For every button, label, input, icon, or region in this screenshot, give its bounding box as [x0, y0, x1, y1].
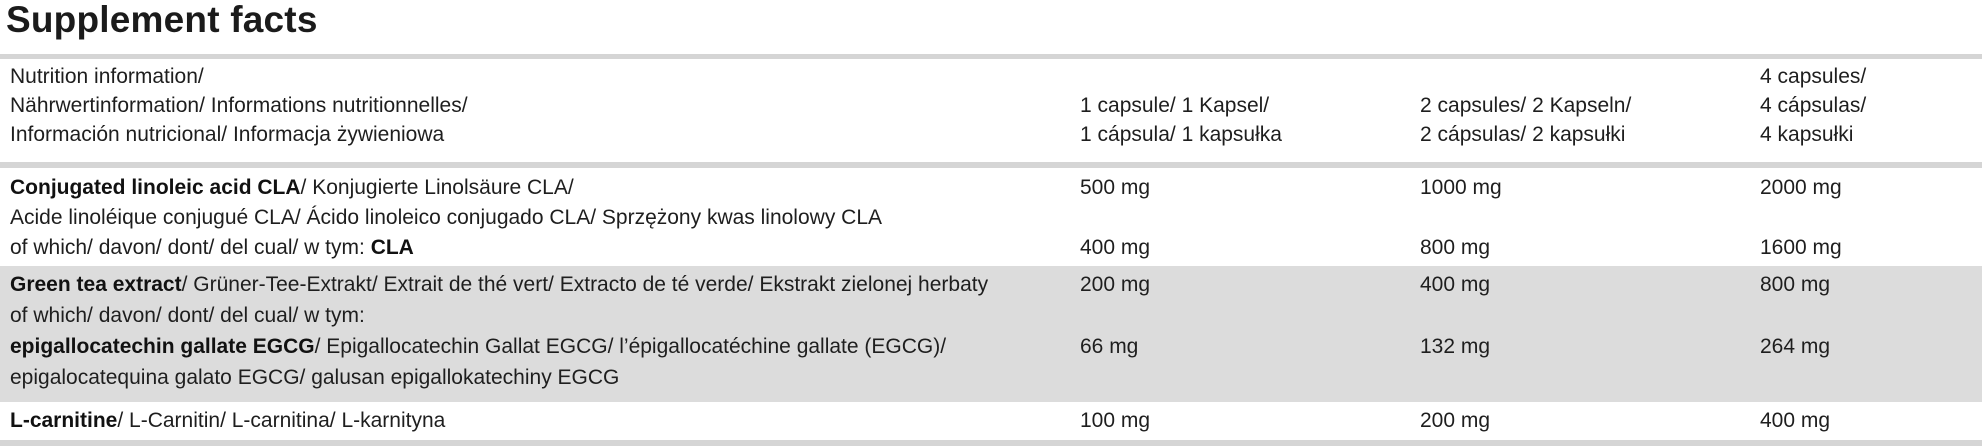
row-l-carnitine-name [10, 406, 445, 435]
row-cla-name [10, 173, 574, 202]
row-cla-name-line-2: Acide linoléique conjugué CLA/ Ácido linoleico conjugado CLA/ Sprzężony kwas linolowy CLA [10, 206, 883, 229]
row-egcg-name-rest: / Epigallocatechin Gallat EGCG/ l’épigallocatéchine gallate (EGCG)/ [314, 335, 947, 358]
row-green-tea-value-2: 400 mg [1420, 273, 1491, 296]
row-cla-sub-bold: CLA [370, 236, 414, 259]
row-egcg-value-1: 66 mg [1080, 335, 1139, 358]
row-green-tea-name-rest: / Grüner-Tee-Extrakt/ Extrait de thé vert/ Extracto de té verde/ Ekstrakt zielonej herbaty [181, 273, 989, 296]
header-label-line-3: Información nutricional/ Informacja żywieniowa [10, 123, 445, 146]
row-cla-value-3: 2000 mg [1760, 176, 1842, 199]
row-egcg-name [10, 332, 946, 361]
row-egcg-name-bold: epigallocatechin gallate EGCG [10, 335, 315, 358]
row-green-tea-name-bold: Green tea extract [10, 273, 182, 296]
header-label-line-1: Nutrition information/ [10, 65, 204, 88]
header-divider [0, 162, 1982, 168]
row-l-carnitine-value-1: 100 mg [1080, 409, 1151, 432]
row-cla-sub-label [10, 233, 414, 262]
row-cla-sub-value-2: 800 mg [1420, 236, 1491, 259]
row-cla-value-1: 500 mg [1080, 176, 1151, 199]
top-divider [0, 54, 1982, 59]
row-l-carnitine-name-bold: L-carnitine [10, 409, 118, 432]
page-title: Supplement facts [6, 0, 318, 40]
header-col3-line-1: 4 capsules/ [1760, 65, 1867, 88]
row-cla-sub-value-3: 1600 mg [1760, 236, 1842, 259]
row-l-carnitine-name-rest: / L-Carnitin/ L-carnitina/ L-karnityna [117, 409, 446, 432]
row-egcg-name-line-2: epigalocatequina galato EGCG/ galusan epigallokatechiny EGCG [10, 366, 620, 389]
header-col2-line-1: 2 capsules/ 2 Kapseln/ [1420, 94, 1632, 117]
row-cla-sub-value-1: 400 mg [1080, 236, 1151, 259]
header-col1-line-2: 1 cápsula/ 1 kapsułka [1080, 123, 1282, 146]
header-col3-line-3: 4 kapsułki [1760, 123, 1854, 146]
row-cla-name-bold: Conjugated linoleic acid CLA [10, 176, 301, 199]
row-l-carnitine-value-2: 200 mg [1420, 409, 1491, 432]
header-col2-line-2: 2 cápsulas/ 2 kapsułki [1420, 123, 1626, 146]
row-egcg-value-2: 132 mg [1420, 335, 1491, 358]
header-col3-line-2: 4 cápsulas/ [1760, 94, 1867, 117]
header-col1-line-1: 1 capsule/ 1 Kapsel/ [1080, 94, 1270, 117]
row-cla-value-2: 1000 mg [1420, 176, 1502, 199]
row-cla-name-rest: / Konjugierte Linolsäure CLA/ [300, 176, 574, 199]
row-cla-sub-prefix: of which/ davon/ dont/ del cual/ w tym: [10, 236, 371, 259]
row-l-carnitine-value-3: 400 mg [1760, 409, 1831, 432]
row-green-tea-sub-intro: of which/ davon/ dont/ del cual/ w tym: [10, 304, 365, 327]
row-green-tea-name [10, 270, 988, 299]
bottom-divider [0, 440, 1982, 446]
row-green-tea-value-1: 200 mg [1080, 273, 1151, 296]
row-green-tea-value-3: 800 mg [1760, 273, 1831, 296]
header-label-line-2: Nährwertinformation/ Informations nutritionnelles/ [10, 94, 468, 117]
row-egcg-value-3: 264 mg [1760, 335, 1831, 358]
